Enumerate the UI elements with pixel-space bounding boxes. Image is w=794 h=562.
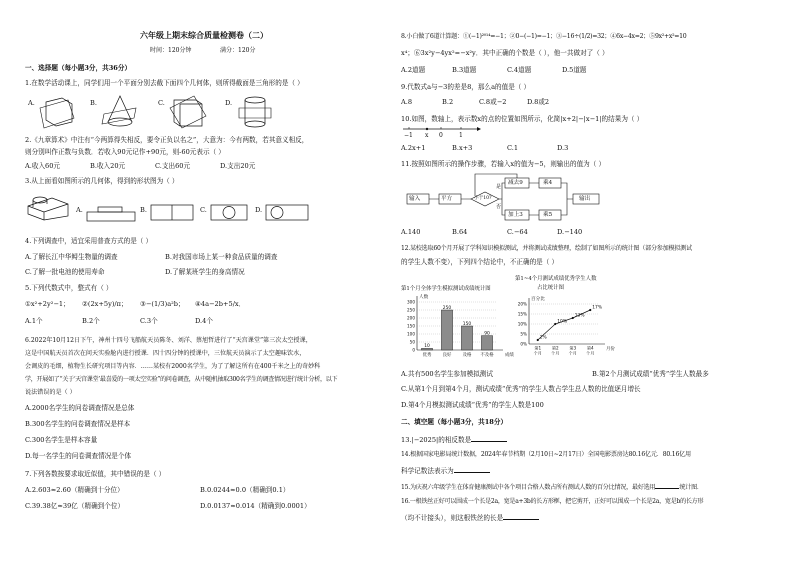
- q5-expr-1: ①x²+2y²−1；: [25, 300, 70, 308]
- bar-y-tick-3: 150: [407, 323, 415, 329]
- flow-times5: 乘5: [543, 212, 553, 218]
- section1-heading: 一、选择题（每小题3分，共36分）: [25, 64, 132, 72]
- bar-value-label-1: 250: [442, 305, 452, 311]
- q5-option-d: D.4个: [195, 317, 213, 325]
- bar-value-label-3: 90: [484, 331, 490, 337]
- q10-text: 10.如图，数轴上，表示数x的点的位置如图所示，化简|x+2|−|x−1|的结果为（ ）: [401, 115, 644, 123]
- bar-y-tick-2: 100: [407, 331, 415, 337]
- line-point-2: [572, 317, 574, 319]
- q3-solid-figure: [26, 192, 70, 220]
- right-column: [397, 0, 794, 562]
- q5-expr-3: ③−(1/3)a²b；: [140, 300, 185, 308]
- line-x-tick-sub-0: 个月: [533, 350, 542, 356]
- flow-yes: 是: [496, 184, 502, 190]
- line-value-label-0: 2%: [539, 335, 547, 341]
- bar-1: [441, 310, 452, 350]
- q5-option-b: B.2个: [82, 317, 100, 325]
- bar-y-label: 人数: [419, 295, 429, 300]
- line-x-tick-1: 第2: [551, 345, 559, 351]
- line-x-tick-2: 第3: [569, 345, 577, 351]
- q1-option-a: A.: [28, 99, 35, 107]
- q1-option-d: D.: [225, 99, 233, 107]
- q1-text: 1.在数学活动课上，同学们用一个平面分别去截下面四个几何体，则所得截面是三角形的是（ ）: [25, 79, 304, 87]
- q14-blank[interactable]: [454, 466, 490, 473]
- line-value-label-2: 13%: [574, 313, 585, 319]
- q6-line5: 说法错误的是（ ）: [25, 389, 76, 396]
- q10-option-a: A.2x+1: [401, 144, 426, 152]
- q12-line2: 的学生人数不变），下列四个结论中，不正确的是（ ）: [401, 258, 559, 266]
- line-x-tick-sub-2: 个月: [568, 350, 577, 356]
- q5-expr-2: ②(2x+5y)/π；: [82, 300, 128, 308]
- flow-minus9: 减去9: [508, 180, 523, 186]
- chart1-title: 第1个月全体学生模拟测试成绩统计图: [401, 286, 491, 292]
- q2-option-a: A.收入60元: [25, 162, 61, 170]
- q14-prompt: 科学记数法表示为: [401, 467, 454, 475]
- q2-line2: 则分别叫作正数与负数．若收入90元记作+90元，则-60元表示（ ）: [25, 148, 225, 156]
- line-y-label: 百分比: [531, 297, 545, 302]
- flow-times4: 乘4: [543, 180, 553, 186]
- q10-axis-label-minus1: −1: [404, 132, 413, 139]
- q1-figure-b: [100, 94, 140, 130]
- q3-option-b: B.: [140, 206, 147, 214]
- line-x-tick-0: 第1: [534, 345, 542, 351]
- bar-2: [461, 326, 472, 350]
- q6-option-a: A.2000名学生的问卷调查情况是总体: [25, 404, 135, 412]
- q3-option-a: A.: [76, 206, 83, 214]
- q13-blank[interactable]: [471, 435, 507, 442]
- score-label: 满分：120分: [220, 47, 256, 54]
- flow-square: 平方: [441, 196, 453, 202]
- q4-option-a: A.了解长江中华鲟生物量的调查: [25, 253, 118, 261]
- q8-option-d: D.5道题: [562, 66, 587, 74]
- bar-value-label-0: 10: [424, 344, 430, 350]
- exam-title: 六年级上期末综合质量检测卷（二）: [140, 30, 268, 40]
- q9-text: 9.代数式a与−3的差是8，那么a的值是（ ）: [401, 83, 531, 91]
- line-point-0: [537, 339, 539, 341]
- q4-option-c: C.了解一批电池的使用寿命: [25, 268, 105, 276]
- chart2-title-line1: 第1~4个月测试成绩优秀学生人数: [515, 276, 597, 282]
- q8-option-b: B.3道题: [452, 66, 477, 74]
- q11-flowchart: [405, 174, 605, 224]
- q6-line3: 会调皮的毛细，植物生长研究项目等内容．……某校有2000名学生，为了了解这所有在400千米之上的奇妙科: [25, 363, 321, 370]
- flow-output: 输出: [579, 196, 591, 202]
- q3-figure-b: [150, 203, 194, 221]
- flow-condition: 小于10?: [474, 196, 492, 201]
- q8-option-c: C.4道题: [507, 66, 532, 74]
- q15-blank[interactable]: [655, 482, 679, 489]
- q12-line1: 12.某校选取60个月开展了学科知识模拟测试，并将测试成绩整理，绘制了如图所示的统计图（部分参加模拟测试: [401, 245, 692, 252]
- q1-figure-a: [38, 96, 78, 130]
- q9-option-d: D.8或2: [527, 98, 550, 106]
- line-y-tick-2: 10%: [517, 321, 527, 327]
- q1-option-b: B.: [90, 99, 97, 107]
- chart2-title-line2: 占比统计图: [537, 285, 564, 291]
- line-y-tick-1: 5%: [520, 331, 527, 337]
- bar-y-tick-6: 300: [407, 299, 415, 305]
- q10-axis-label-1: 1: [459, 132, 463, 139]
- q12-option-c: C.从第1个月到第4个月，测试成绩“优秀”的学生人数占学生总人数的比值逐月增长: [401, 385, 641, 393]
- line-x-tick-sub-1: 个月: [551, 350, 560, 356]
- line-point-3: [589, 309, 591, 311]
- q8-line2: x⁴；⑥3x²y−4yx²=−x²y．其中正确的个数是（ ），他一共做对了（ ）: [401, 49, 609, 57]
- bar-x-tick-2: 及格: [462, 353, 472, 358]
- q9-option-c: C.8或−2: [479, 98, 507, 106]
- q11-option-c: C.−64: [507, 228, 528, 236]
- q6-line1: 6.2022年10月12日下午，神州十四号飞船航天员陈冬、刘洋、蔡旭哲进行了“天宫课堂”第三次太空授课，: [25, 337, 312, 344]
- bar-y-tick-4: 200: [407, 315, 415, 321]
- q6-line4: 学，开展如了“关于‘天宫课堂’最喜爱的一项太空实验”的问卷调查，从中随机抽取300名学生的调查情况进行统计分析，以下: [25, 376, 338, 383]
- bar-y-tick-1: 50: [409, 339, 415, 345]
- q11-option-d: D.−140: [557, 228, 583, 236]
- flow-add3: 加上3: [508, 212, 523, 218]
- q5-expr-4: ④4a−2b+5/x．: [195, 300, 246, 308]
- q3-option-c: C.: [200, 206, 207, 214]
- q3-figure-a: [86, 206, 136, 222]
- q15-text: [401, 482, 703, 491]
- q12-option-a: A.共有500名学生参加模拟测试: [401, 370, 493, 378]
- q16-line2: [401, 513, 539, 523]
- time-label: 时间：120分钟: [150, 47, 192, 54]
- q5-text: 5.下列代数式中，整式有（ ）: [25, 284, 113, 292]
- line-value-label-1: 10%: [557, 319, 568, 325]
- bar-x-label: 成绩: [505, 353, 514, 358]
- line-y-tick-0: 0%: [520, 341, 527, 347]
- q10-axis-label-0: 0: [439, 132, 443, 139]
- q3-figure-c: [210, 203, 248, 221]
- q2-option-b: B.收入20元: [90, 162, 126, 170]
- line-y-tick-4: 20%: [517, 301, 527, 307]
- q12-option-d: D.第4个月模拟测试成绩“优秀”的学生人数是100: [401, 401, 544, 409]
- q4-option-b: B.对我国市场上某一种食品质量的调查: [165, 253, 278, 261]
- bar-y-tick-0: 0: [412, 347, 415, 353]
- q2-option-c: C.支出60元: [155, 162, 191, 170]
- bar-x-tick-0: 优秀: [422, 353, 432, 358]
- line-point-1: [554, 323, 556, 325]
- q10-option-c: C.1: [507, 144, 519, 152]
- bar-y-tick-5: 250: [407, 307, 415, 313]
- bar-3: [481, 336, 492, 350]
- q8-option-a: A.2道题: [401, 66, 426, 74]
- line-chart: [515, 294, 619, 360]
- q11-option-b: B.64: [452, 228, 468, 236]
- q14-line1: 14.根据国家电影局统计数据，2024年春节档期（2月10日~2月17日）全国电影票房达80.16亿元．80.16亿用: [401, 451, 691, 458]
- line-x-tick-3: 第4: [586, 345, 594, 351]
- q5-option-c: C.3个: [140, 317, 158, 325]
- q12-option-b: B.第2个月测试成绩“优秀”学生人数最多: [592, 370, 709, 378]
- q1-option-c: C.: [158, 99, 165, 107]
- section2-heading: 二、填空题（每小题3分，共18分）: [401, 418, 508, 426]
- bar-x-tick-3: 不及格: [480, 353, 494, 358]
- q4-text: 4.下列调查中，适宜采用普查方式的是（ ）: [25, 237, 153, 245]
- line-x-label: 月份: [606, 347, 615, 352]
- bar-x-tick-1: 良好: [442, 353, 452, 358]
- q7-option-d: D.0.0137≈0.014（精确到0.0001）: [200, 502, 311, 510]
- bar-value-label-2: 150: [462, 321, 472, 327]
- q7-option-c: C.39.38亿≈39亿（精确到个位）: [25, 502, 125, 510]
- q11-text: 11.按照如图所示的操作步骤，若输入x的值为−5，则输出的值为（ ）: [401, 160, 606, 168]
- line-y-tick-3: 15%: [517, 311, 527, 317]
- q10-option-b: B.x+3: [452, 144, 473, 152]
- q3-option-d: D.: [255, 206, 263, 214]
- q10-axis-label-x: x: [425, 132, 429, 139]
- q15-tail: 统计图．: [679, 484, 703, 491]
- q1-figure-c: [168, 94, 208, 130]
- q1-figure-d: [235, 94, 275, 130]
- q16-line1: 16.一根铁丝正好可以围成一个长是2a，宽是a+3b的长方形框，把它剪开，正好可以围成一个长是2a，宽是b的长方形: [401, 498, 704, 505]
- flow-no: 否: [496, 204, 502, 210]
- q5-option-a: A.1个: [25, 317, 43, 325]
- q8-line1: 8.小白做了6道计算题：①(−1)²⁰¹⁴=−1；②0−(−1)=−1；③−16÷(1/2)=32；④6x−4x=2；⑤9x²+x²=10: [401, 33, 687, 40]
- q6-option-c: C.300名学生是样本容量: [25, 436, 98, 444]
- flow-input: 输入: [409, 196, 421, 202]
- q6-line2: 这是中国航天员首次在问天实验舱内进行授课．四十四分钟的授课中，三位航天员演示了太空趣味饮水，: [25, 350, 306, 357]
- q14-line2: [401, 466, 490, 476]
- q16-prompt: （均不计接头），则这根铁丝的长是: [401, 514, 504, 522]
- q15-prompt: 15.为庆祝六年级学生在体育健康测试中各个项目合格人数占所有测试人数的百分比情况，最好选用: [401, 484, 656, 491]
- q11-option-a: A.140: [401, 228, 421, 236]
- q4-option-d: D.了解某班学生的身高情况: [165, 268, 245, 276]
- q9-option-a: A.8: [401, 98, 413, 106]
- q9-option-b: B.2: [442, 98, 454, 106]
- q3-text: 3.从上面看如图所示的几何体，得到的形状图为（ ）: [25, 177, 179, 185]
- q16-blank[interactable]: [503, 513, 539, 520]
- line-value-label-3: 17%: [592, 305, 603, 311]
- bar-chart: [401, 296, 513, 360]
- q6-option-b: B.300名学生的问卷调查情况是样本: [25, 420, 131, 428]
- q7-option-a: A.2.603≈2.60（精确到十分位）: [25, 486, 124, 494]
- q7-text: 7.下列各数按要求取近似值，其中错误的是（ ）: [25, 470, 166, 478]
- q10-option-d: D.3: [557, 144, 569, 152]
- q2-option-d: D.支出20元: [220, 162, 256, 170]
- q2-line1: 2.《九章算术》中注有“今两算得失相反，要令正负以名之”，大意为：今有两数，若其意义相反，: [25, 136, 309, 144]
- q6-option-d: D.每一名学生的问卷调查情况是个体: [25, 452, 132, 460]
- q13-text: [401, 435, 507, 445]
- q13-prompt: 13.|−2025|的相反数是: [401, 436, 472, 444]
- q3-figure-d: [265, 203, 309, 221]
- q7-option-b: B.0.0244≈0.0（精确到0.1）: [200, 486, 290, 494]
- line-x-tick-sub-3: 个月: [586, 350, 595, 356]
